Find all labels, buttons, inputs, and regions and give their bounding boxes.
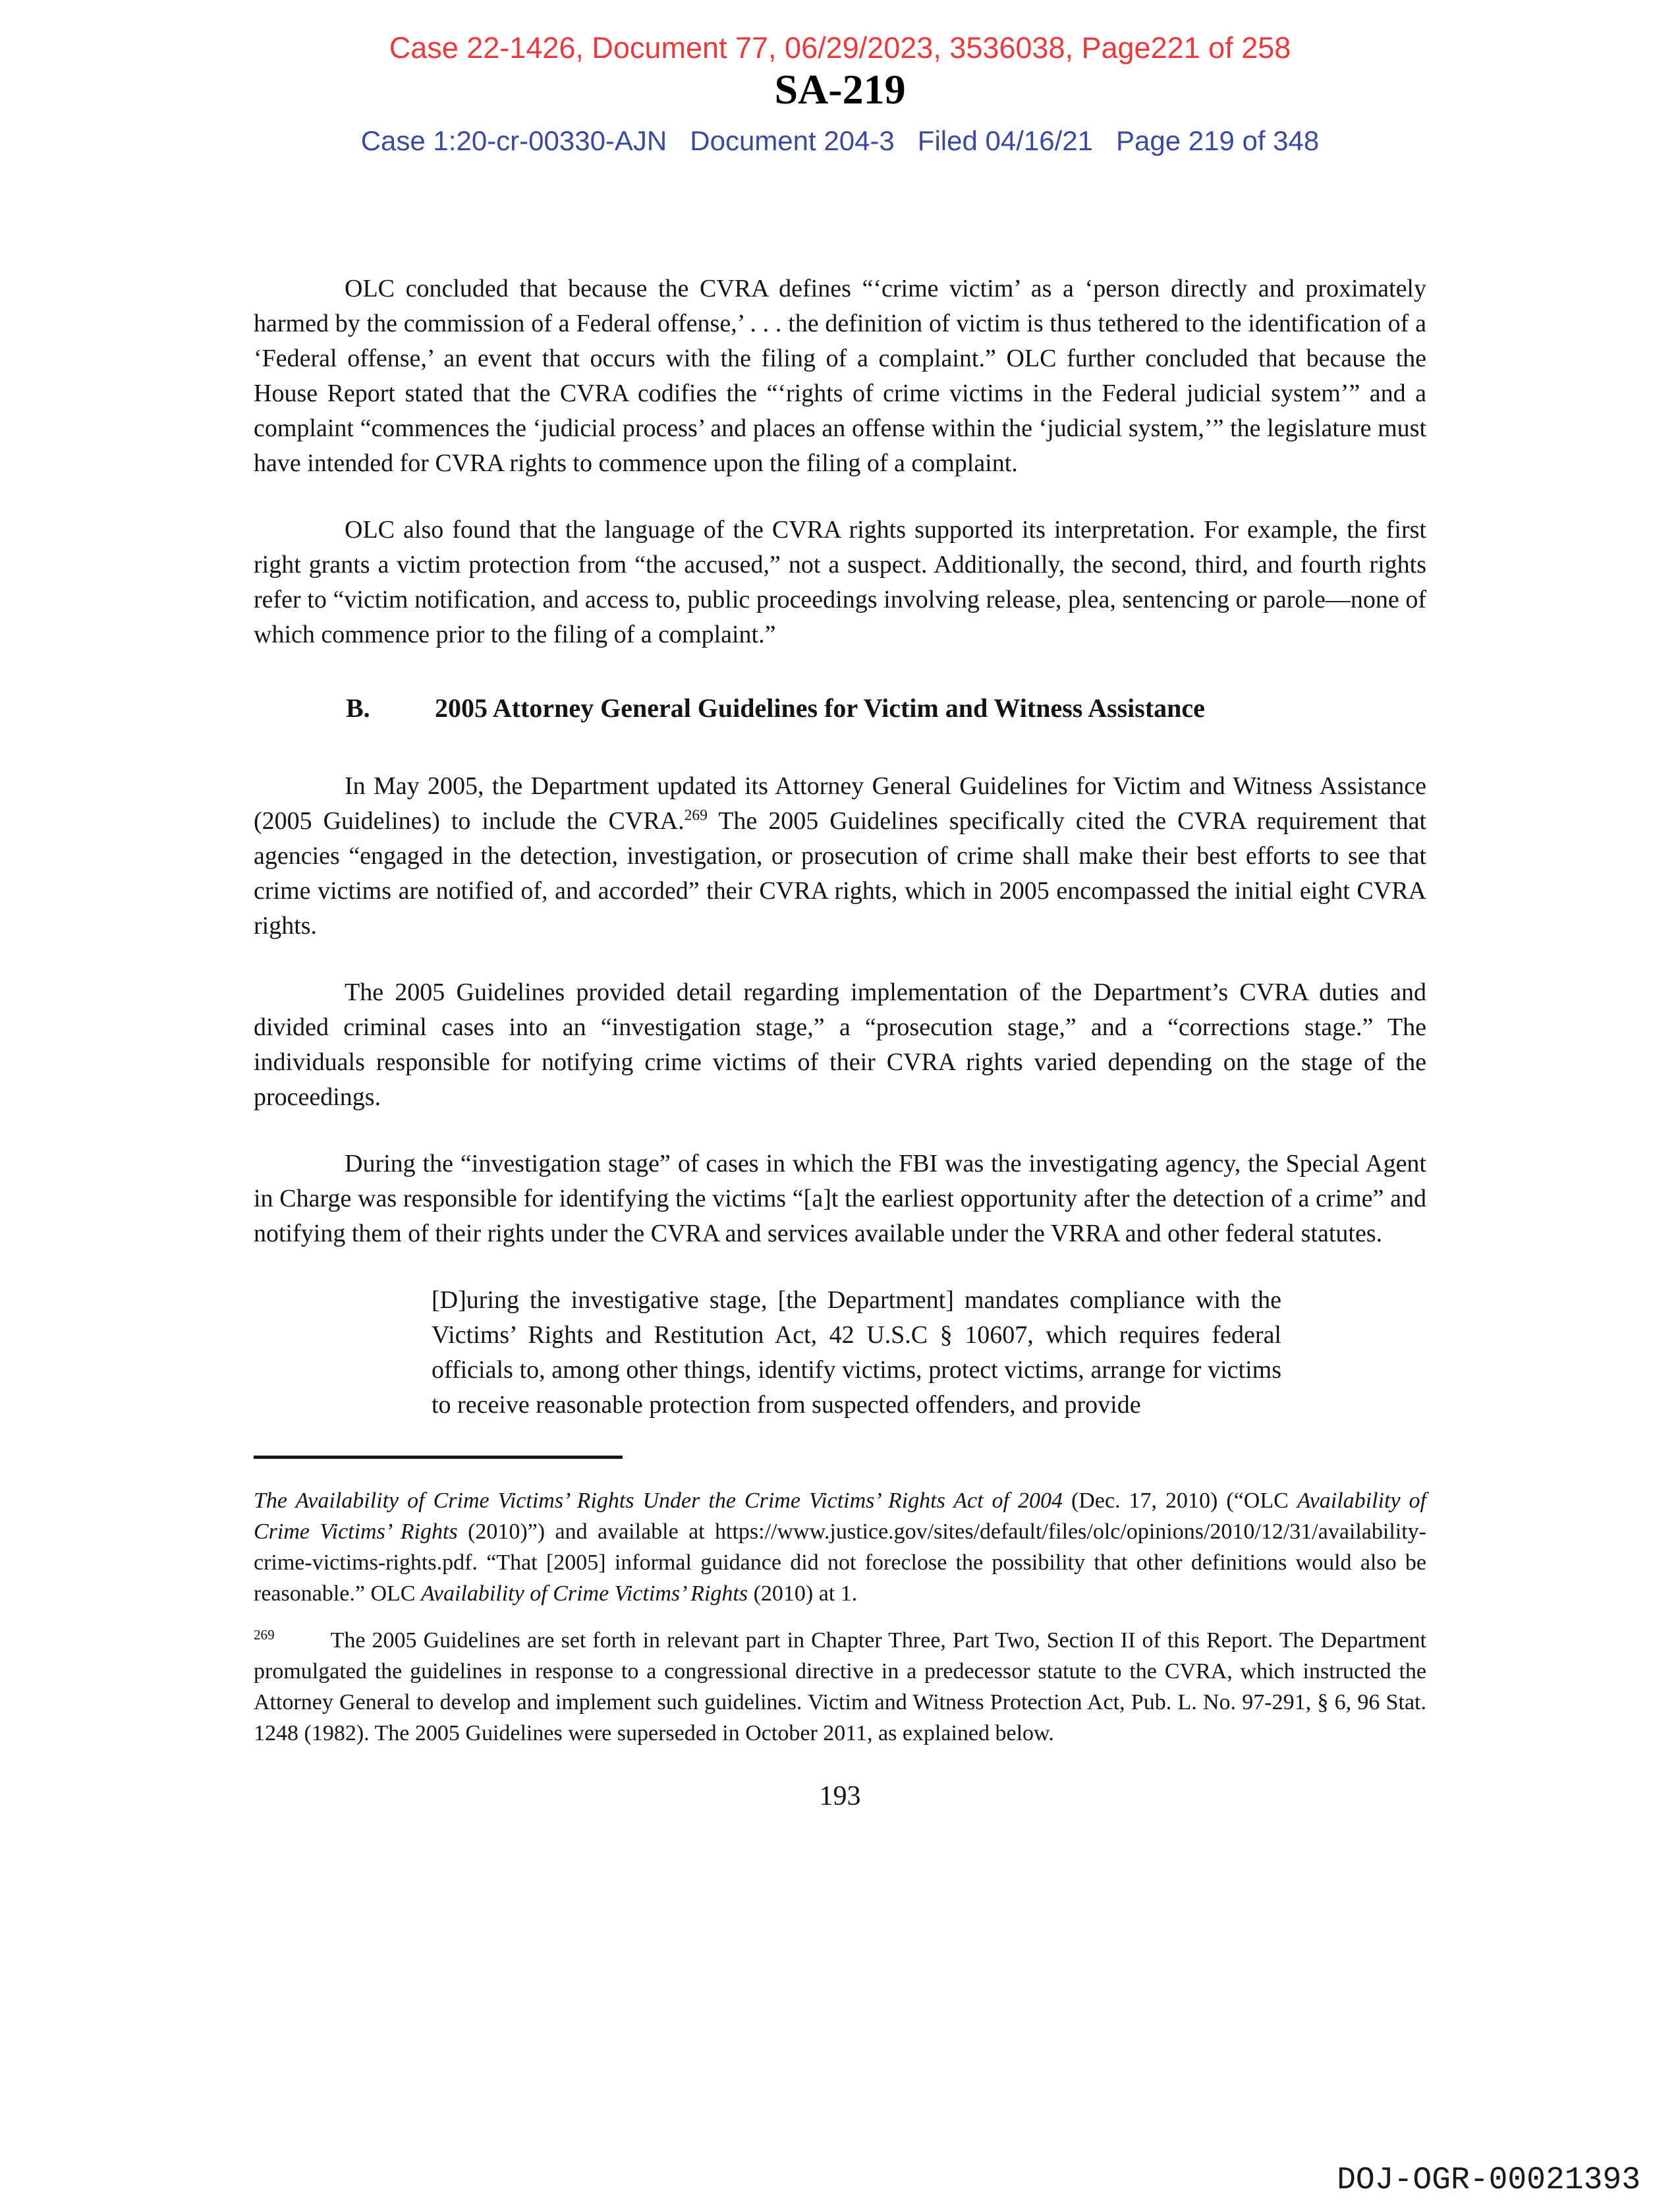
- section-title: 2005 Attorney General Guidelines for Victim and Witness Assistance: [435, 693, 1205, 723]
- page-number: 193: [819, 1781, 861, 1811]
- footnote-269-marker: 269: [254, 1626, 275, 1643]
- appellate-stamp-line: Case 22-1426, Document 77, 06/29/2023, 3536038, Page221 of 258: [389, 31, 1291, 65]
- document-body: [254, 271, 1426, 1814]
- body-paragraph-5: During the “investigation stage” of cases in which the FBI was the investigating agency, the Special Agent in Charge was responsible for identifying the victims “[a]t the earliest opportunity after the detection of a crime” and notifying them of their rights under the CVRA and services available under the VRRA and other federal statutes.: [254, 1150, 1426, 1247]
- footnote-269-text: The 2005 Guidelines are set forth in relevant part in Chapter Three, Part Two, Section II of this Report. The Department promulgated the guidelines in response to a congressional directive in a predecessor statute to the CVRA, which instructed the Attorney General to develop and implement such guidelines. Victim and Witness Protection Act, Pub. L. No. 97-291, § 6, 96 Stat. 1248 (1982). The 2005 Guidelines were superseded in October 2011, as explained below.: [254, 1628, 1426, 1745]
- footnote-separator-rule: [254, 1456, 623, 1459]
- body-paragraph-4: The 2005 Guidelines provided detail regarding implementation of the Department’s CVRA duties and divided criminal cases into an “investigation stage,” a “prosecution stage,” and a “corrections stage.” The individuals responsible for notifying crime victims of their CVRA rights varied depending on the stage of the proceedings.: [254, 978, 1426, 1111]
- section-heading: [346, 691, 1426, 725]
- section-label: B.: [346, 693, 370, 723]
- document-header: [0, 0, 1680, 156]
- footnote-continuation: The Availability of Crime Victims’ Rights Under the Crime Victims’ Rights Act of 2004 (Dec. 17, 2010) (“OLC Availability of Crime Victims’ Rights (2010)”) and available at https://www.justice.gov/sites/default/files/olc/opinions/2010/12/31/availability-crime-victims-rights.pdf. “That [2005] informal guidance did not foreclose the possibility that other definitions would also be reasonable.” OLC Availability of Crime Victims’ Rights (2010) at 1.: [254, 1489, 1427, 1606]
- sa-page-label: SA-219: [774, 65, 906, 113]
- body-paragraph-3: In May 2005, the Department updated its Attorney General Guidelines for Victim and Witness Assistance (2005 Guidelines) to include the CVRA.$^{269}$ The 2005 Guidelines specifically cited the CVRA requirement that agencies “engaged in the detection, investigation, or prosecution of crime shall make their best efforts to see that crime victims are notified of, and accorded” their CVRA rights, which in 2005 encompassed the initial eight CVRA rights.: [254, 772, 1426, 940]
- body-paragraph-1: OLC concluded that because the CVRA defines “‘crime victim’ as a ‘person directly and proximately harmed by the commission of a Federal offense,’ . . . the definition of victim is thus tethered to the identification of a ‘Federal offense,’ an event that occurs with the filing of a complaint.” OLC further concluded that because the House Report stated that the CVRA codifies the “‘rights of crime victims in the Federal judicial system’” and a complaint “commences the ‘judicial process’ and places an offense within the ‘judicial system,’” the legislature must have intended for CVRA rights to commence upon the filing of a complaint.: [254, 275, 1426, 477]
- bates-number: DOJ-OGR-00021393: [1337, 2163, 1640, 2198]
- footnote-269: [254, 1625, 1426, 1749]
- block-quote: [D]uring the investigative stage, [the Department] mandates compliance with the Victims’ Rights and Restitution Act, 42 U.S.C § 10607, which requires federal officials to, among other things, identify victims, protect victims, arrange for victims to receive reasonable protection from suspected offenders, and provide: [432, 1286, 1281, 1419]
- district-stamp-line: Case 1:20-cr-00330-AJN Document 204-3 Filed 04/16/21 Page 219 of 348: [360, 125, 1320, 156]
- body-paragraph-2: OLC also found that the language of the CVRA rights supported its interpretation. For example, the first right grants a victim protection from “the accused,” not a suspect. Additionally, the second, third, and fourth rights refer to “victim notification, and access to, public proceedings involving release, plea, sentencing or parole—none of which commence prior to the filing of a complaint.”: [254, 516, 1426, 648]
